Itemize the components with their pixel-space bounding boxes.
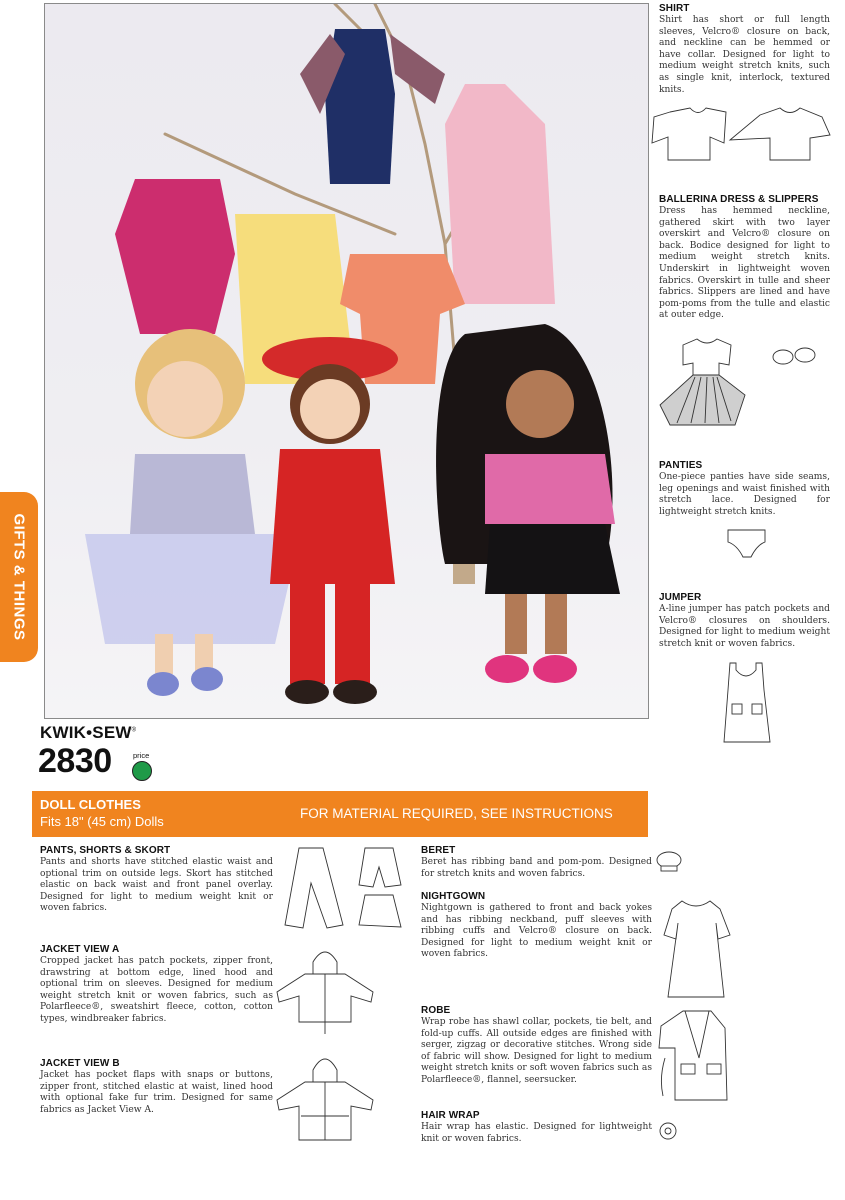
- beret-sketch-icon: [655, 848, 685, 876]
- brand-name: KWIK•SEW: [40, 723, 132, 742]
- brand-logo: [40, 723, 136, 743]
- registered-mark: ®: [131, 727, 137, 734]
- desc-text: A-line jumper has patch pockets and Velcro® closures on shoulders. Designed for light to medium weight stretch knit or woven fabrics.: [659, 604, 830, 649]
- jumper-sketch-icon: [718, 660, 778, 745]
- title-banner: [32, 791, 648, 837]
- jacket-view-a-sketch-icon: [275, 942, 375, 1037]
- desc-text: Cropped jacket has patch pockets, zipper front, drawstring at bottom edge, lined hood and optional trim on sleeves. Designed for medium weight stretch knit or woven fabrics, such as Polarfleece®, sweatshirt fleece, cotton, cotton types, windbreaker fabrics.: [40, 956, 273, 1024]
- jacket-view-b-sketch-icon: [275, 1048, 375, 1143]
- desc-beret: [421, 845, 652, 880]
- panties-sketch-icon: [725, 527, 770, 562]
- pants-shorts-skort-sketch-icon: [275, 845, 415, 930]
- desc-title: JACKET VIEW B: [40, 1058, 120, 1069]
- pattern-number: 2830: [38, 742, 112, 780]
- banner-subtitle: Fits 18" (45 cm) Dolls: [40, 814, 164, 829]
- desc-title: SHIRT: [659, 3, 690, 14]
- nightgown-sketch-icon: [660, 895, 735, 1000]
- cover-photo: [44, 3, 649, 719]
- desc-pants: [40, 845, 273, 915]
- desc-title: ROBE: [421, 1005, 451, 1016]
- desc-jacket-b: [40, 1058, 273, 1116]
- banner-title: DOLL CLOTHES: [40, 797, 141, 812]
- desc-jacket-a: [40, 944, 273, 1026]
- desc-title: PANTIES: [659, 460, 703, 471]
- desc-title: JACKET VIEW A: [40, 944, 120, 955]
- desc-text: Jacket has pocket flaps with snaps or buttons, zipper front, stitched elastic at waist, lined hood with optional fake fur trim. Designed for same fabrics as Jacket View A.: [40, 1070, 273, 1115]
- desc-title: PANTS, SHORTS & SKORT: [40, 845, 171, 856]
- desc-panties: [659, 460, 830, 518]
- desc-text: Beret has ribbing band and pom-pom. Designed for stretch knits and woven fabrics.: [421, 857, 652, 879]
- desc-text: Nightgown is gathered to front and back yokes and has ribbing neckband, puff sleeves with ribbing cuffs and Velcro® closure on back. Designed for light to medium weight knit or woven fabrics.: [421, 903, 652, 960]
- desc-text: Shirt has short or full length sleeves, Velcro® closure on back, and neckline can be hemmed or have collar. Designed for light to medium weight stretch knits, such as single knit, interlock, textured knits.: [659, 15, 830, 95]
- desc-text: Hair wrap has elastic. Designed for lightweight knit or woven fabrics.: [421, 1122, 652, 1144]
- desc-shirt: [659, 3, 830, 96]
- desc-title: BERET: [421, 845, 456, 856]
- category-tab-label: GIFTS & THINGS: [10, 513, 28, 641]
- desc-title: NIGHTGOWN: [421, 891, 486, 902]
- category-tab: [0, 492, 38, 662]
- price-dot-icon: [132, 761, 152, 781]
- ballerina-dress-sketch-icon: [655, 335, 840, 430]
- price-label: price: [133, 751, 150, 760]
- desc-jumper: [659, 592, 830, 650]
- desc-nightgown: [421, 891, 652, 961]
- desc-ballerina: [659, 194, 830, 322]
- desc-text: Dress has hemmed neckline, gathered skirt with two layer overskirt and Velcro® closure on back. Bodice designed for light to medium weight stretch knits. Underskirt in lightweight woven fabrics. Overskirt in tulle and sheer fabrics. Slippers are lined and have pom-poms from the tulle and elastic at outer edge.: [659, 206, 830, 321]
- shirt-sketch-icon: [650, 105, 835, 165]
- desc-text: Pants and shorts have stitched elastic waist and optional trim on outside legs. Skort has stitched elastic on back waist and front panel overlay. Designed for light to medium weight knit or woven fabrics.: [40, 857, 273, 914]
- desc-hair-wrap: [421, 1110, 652, 1145]
- desc-title: BALLERINA DRESS & SLIPPERS: [659, 194, 819, 205]
- desc-title: HAIR WRAP: [421, 1110, 480, 1121]
- desc-text: One-piece panties have side seams, leg openings and waist finished with stretch lace. Designed for lightweight stretch knits.: [659, 472, 830, 517]
- robe-sketch-icon: [655, 1008, 735, 1103]
- desc-robe: [421, 1005, 652, 1087]
- hair-wrap-sketch-icon: [656, 1120, 680, 1142]
- dolls-photo-illustration: [45, 4, 648, 718]
- desc-title: JUMPER: [659, 592, 702, 603]
- desc-text: Wrap robe has shawl collar, pockets, tie belt, and fold-up cuffs. All outside edges are finished with serger, zigzag or decorative stitches. Wrong side of fabric will show. Designed for light to medium weight stretch knits or soft woven fabrics such as Polarfleece®, flannel, seersucker.: [421, 1017, 652, 1085]
- banner-note: FOR MATERIAL REQUIRED, SEE INSTRUCTIONS: [300, 806, 613, 821]
